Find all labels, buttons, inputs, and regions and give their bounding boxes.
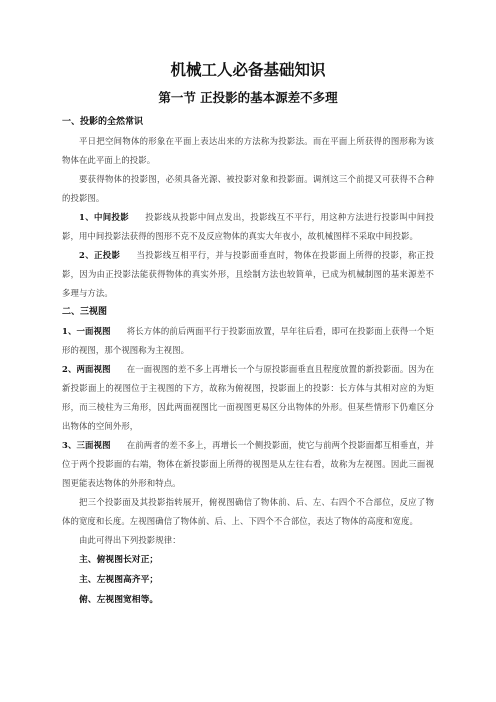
- paragraph: 把三个投影面及其投影指转展开，俯视图确信了物体前、后、左、右四个不合部位，反应了物体的宽度和长度。左视图确信了物体前、后、上、下四个不合部位，表达了物体的高度和宽度。: [62, 497, 434, 526]
- projection-rule: 主、俯视图长对正；: [79, 555, 159, 565]
- section-three-views: [62, 303, 434, 610]
- term-orthographic-projection: 2、正投影: [79, 250, 121, 260]
- projection-rule: 俯、左视图宽相等。: [79, 595, 159, 605]
- section-projection-basics: [62, 113, 434, 303]
- term-three-views: 3、三面视图: [62, 440, 111, 450]
- term-one-view: 1、一面视图: [62, 326, 111, 336]
- term-two-views: 2、两面视图: [62, 364, 111, 374]
- term-description: 投影线从投影中间点发出，投影线互不平行，用这种方法进行投影叫中间投影，用中间投影法获得的图形不克不及反应物体的真实大年夜小，故机械图样不采取中间投影。: [62, 212, 434, 241]
- projection-rule: 主、左视图高齐平；: [79, 575, 159, 585]
- paragraph-two-views: [62, 360, 434, 436]
- paragraph: 要获得物体的投影图，必须具备光源、被投影对象和投影面。调剂这三个前提又可获得不合种的投影图。: [62, 174, 434, 203]
- term-central-projection: 1、中间投影: [79, 212, 129, 222]
- document-title: 机械工人必备基础知识: [170, 60, 326, 79]
- section-heading: 一、投影的全然常识: [62, 117, 144, 127]
- term-description: 在一面视图的差不多上再增长一个与原投影面垂直且程度放置的新投影面。因为在新投影面上的视图位于主视图的下方，故称为俯视图，投影面上的投影：长方体与其相对应的为矩形，而三棱柱为三角形，因此两面视图比一面视图更易区分出物体的外形。但某些情形下仍难区分出物体的空间外形，: [62, 364, 434, 431]
- paragraph-orthographic-projection: [62, 246, 434, 303]
- term-description: 在前两者的差不多上，再增长一个侧投影面，使它与前两个投影面都互相垂直，并位于两个投影面的右端，物体在新投影面上所得的视图是从左往右看，故称为左视图。因此三面视图更能表达物体的外形和特点。: [62, 440, 434, 488]
- term-description: 将长方体的前后两面平行于投影面放置，早年往后看，即可在投影面上获得一个矩形的视图，那个视图称为主视图。: [62, 326, 434, 355]
- paragraph: 平日把空间物体的形象在平面上表达出来的方法称为投影法。而在平面上所获得的图形称为该物体在此平面上的投影。: [62, 136, 434, 165]
- term-description: 当投影线互相平行，并与投影面垂直时，物体在投影面上所得的投影，称正投影，因为由正投影法能获得物体的真实外形，且绘制方法也较简单，已成为机械制图的基来源差不多理与方法。: [62, 250, 435, 298]
- paragraph-one-view: [62, 322, 434, 360]
- paragraph-three-views: [62, 436, 434, 493]
- section-subtitle: 第一节 正投影的基本源差不多理: [158, 90, 338, 105]
- paragraph: 由此可得出下列投影规律：: [79, 535, 181, 545]
- section-heading: 二、三视图: [62, 307, 108, 317]
- paragraph-central-projection: [62, 208, 434, 246]
